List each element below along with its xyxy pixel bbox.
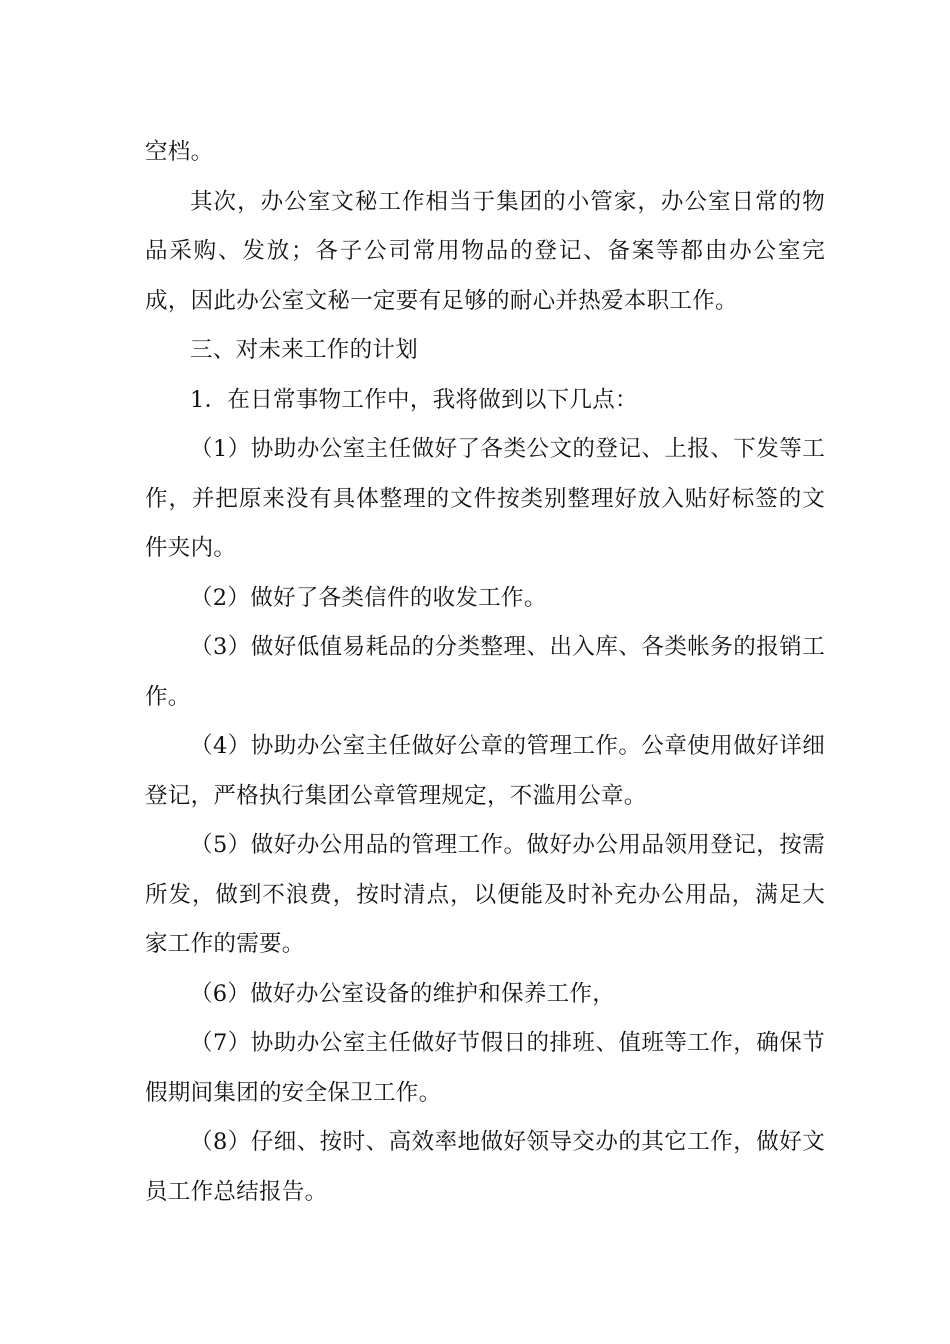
paragraph-secretary-role: 其次，办公室文秘工作相当于集团的小管家，办公室日常的物品采购、发放；各子公司常用物品的登记、备案等都由办公室完成，因此办公室文秘一定要有足够的耐心并热爱本职工作。 bbox=[145, 188, 825, 314]
document-body bbox=[145, 128, 825, 1217]
paragraph-continuation: 空档。 bbox=[145, 139, 214, 165]
list-item-7: （7）协助办公室主任做好节假日的排班、值班等工作，确保节假期间集团的安全保卫工作。 bbox=[145, 1030, 825, 1106]
list-item-3: （3）做好低值易耗品的分类整理、出入库、各类帐务的报销工作。 bbox=[145, 634, 825, 710]
list-item-1: （1）协助办公室主任做好了各类公文的登记、上报、下发等工作，并把原来没有具体整理的文件按类别整理好放入贴好标签的文件夹内。 bbox=[145, 436, 825, 561]
list-item-2: （2）做好了各类信件的收发工作。 bbox=[190, 584, 547, 611]
list-item-6: （6）做好办公室设备的维护和保养工作， bbox=[190, 980, 616, 1007]
list-item-5: （5）做好办公用品的管理工作。做好办公用品领用登记，按需所发，做到不浪费，按时清点，以便能及时补充办公用品，满足大家工作的需要。 bbox=[145, 832, 825, 957]
section-heading-future-plan: 三、对未来工作的计划 bbox=[190, 337, 419, 363]
paragraph-daily-work-intro: 1．在日常事物工作中，我将做到以下几点： bbox=[190, 386, 638, 413]
list-item-8: （8）仔细、按时、高效率地做好领导交办的其它工作，做好文员工作总结报告。 bbox=[145, 1129, 825, 1205]
list-item-4: （4）协助办公室主任做好公章的管理工作。公章使用做好详细登记，严格执行集团公章管理规定，不滥用公章。 bbox=[145, 733, 825, 809]
